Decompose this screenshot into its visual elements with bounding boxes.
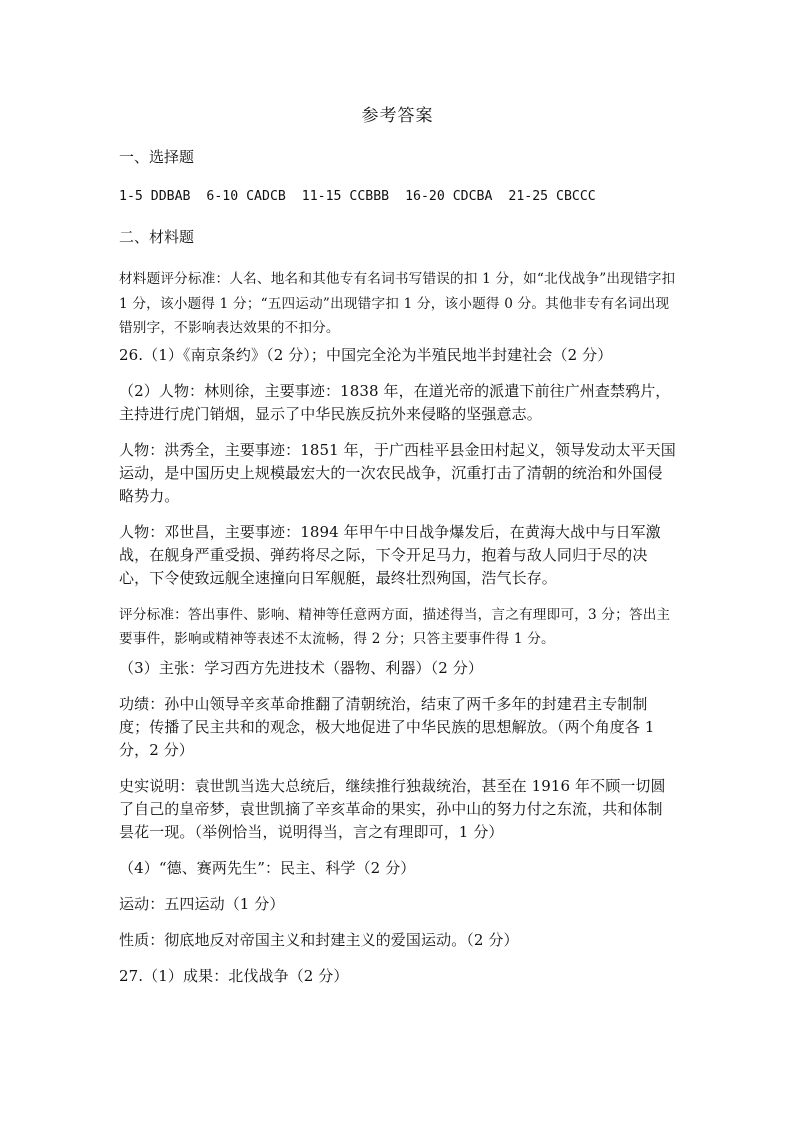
- q26-part4-slogan: （4）“德、赛两先生”：民主、科学（2 分）: [119, 858, 416, 877]
- q26-part3-historical-fact: 史实说明：袁世凯当选大总统后，继续推行独裁统治，甚至在 1916 年不顾一切圆了自己的皇帝梦，袁世凯摘了辛亥革命的果实，孙中山的努力付之东流，共和体制昙花一现。（举例恰当，说明得当，言之有理即可，1 分）: [119, 776, 666, 841]
- q26-part3-claim: （3）主张：学习西方先进技术（器物、利器）（2 分）: [119, 658, 483, 677]
- material-scoring-note: 材料题评分标准：人名、地名和其他专有名词书写错误的扣 1 分，如“北伐战争”出现错字扣 1 分，该小题得 1 分；“五四运动”出现错字扣 1 分，该小题得 0 分。其他非专有名词出现错别字，不影响表达效果的不扣分。: [119, 271, 676, 336]
- answer-group-6-10: 6-10 CADCB: [206, 189, 286, 204]
- answer-group-11-15: 11-15 CCBBB: [301, 189, 390, 204]
- section-heading-multiple-choice: 一、选择题: [119, 148, 195, 166]
- q26-part3-merit: 功绩：孙中山领导辛亥革命推翻了清朝统治，结束了两千多年的封建君主专制制度；传播了民主共和的观念，极大地促进了中华民族的思想解放。（两个角度各 1 分，2 分）: [119, 694, 655, 759]
- multiple-choice-answers: [119, 187, 676, 207]
- answer-group-21-25: 21-25 CBCCC: [508, 189, 596, 204]
- q26-part2-hong-xiuquan: 人物：洪秀全，主要事迹：1851 年，于广西桂平县金田村起义，领导发动太平天国运动，是中国历史上规模最宏大的一次农民战争，沉重打击了清朝的统治和外国侵略势力。: [119, 440, 676, 505]
- answer-group-1-5: 1-5 DDBAB: [119, 189, 191, 204]
- q26-part2-lin-zexu: （2）人物：林则徐，主要事迹：1838 年，在道光帝的派遣下前往广州查禁鸦片，主持进行虎门销烟，显示了中华民族反抗外来侵略的坚强意志。: [119, 381, 671, 423]
- q26-part4-nature: 性质：彻底地反对帝国主义和封建主义的爱国运动。（2 分）: [119, 930, 519, 949]
- section-heading-material: 二、材料题: [119, 228, 195, 246]
- q26-part2-deng-shichang: 人物：邓世昌，主要事迹：1894 年甲午中日战争爆发后，在黄海大战中与日军激战，在舰身严重受损、弹药将尽之际，下令开足马力，抱着与敌人同归于尽的决心，下令使致远舰全速撞向日军舰艇，最终壮烈殉国，浩气长存。: [119, 522, 661, 587]
- page-title: 参考答案: [361, 106, 434, 126]
- answer-group-16-20: 16-20 CDCBA: [405, 189, 493, 204]
- q26-part1: 26.（1）《南京条约》（2 分）；中国完全沦为半殖民地半封建社会（2 分）: [119, 345, 613, 364]
- q26-part4-movement: 运动：五四运动（1 分）: [119, 894, 285, 913]
- q26-part2-scoring-note: 评分标准：答出事件、影响、精神等任意两方面，描述得当，言之有理即可，3 分；答出主要事件，影响或精神等表述不太流畅，得 2 分；只答主要事件得 1 分。: [119, 606, 671, 647]
- q27-part1: 27.（1）成果：北伐战争（2 分）: [119, 966, 349, 985]
